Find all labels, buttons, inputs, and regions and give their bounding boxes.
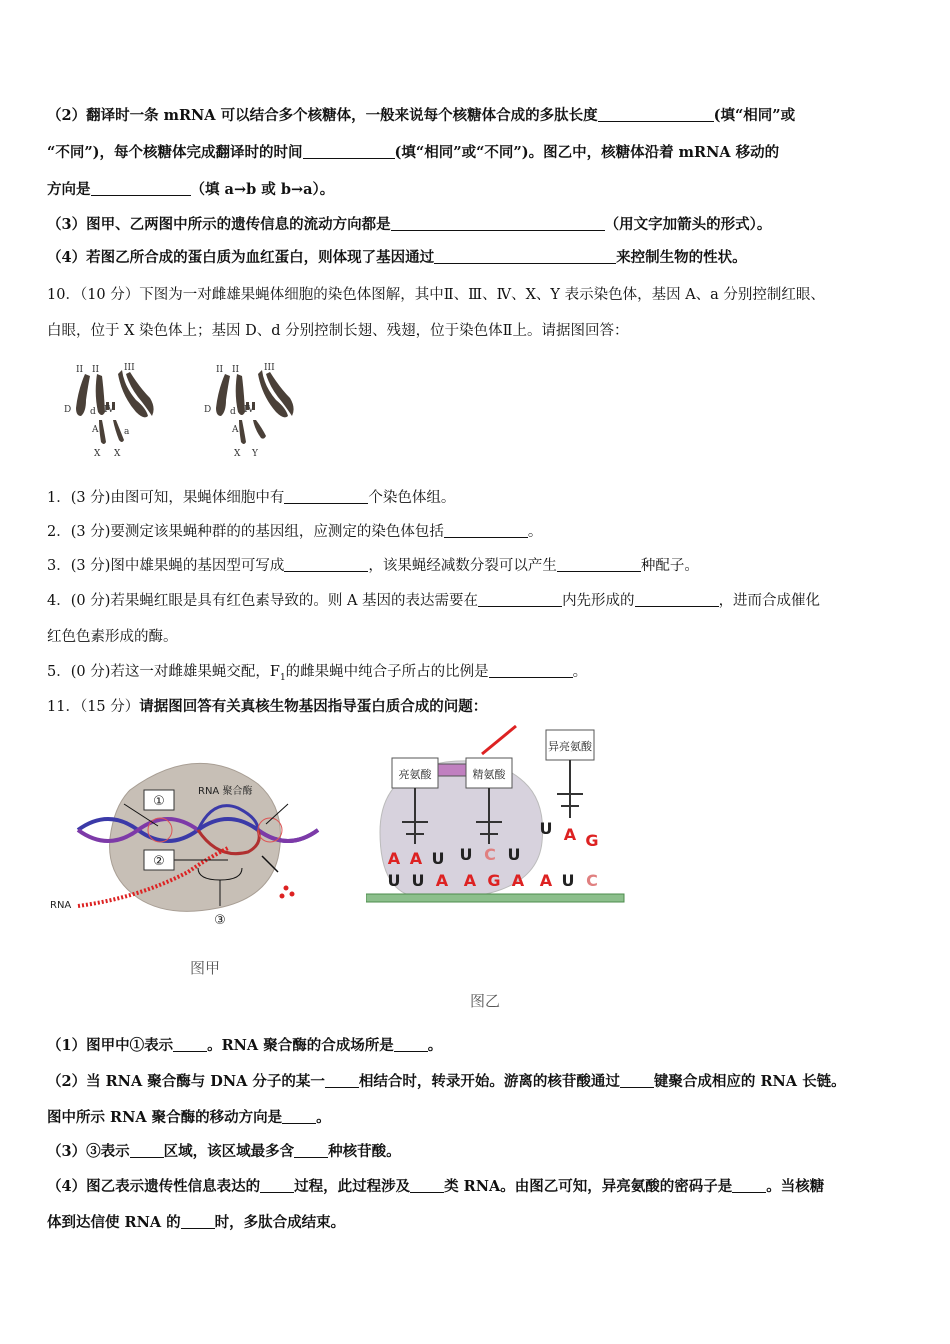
answer-blank[interactable] bbox=[303, 144, 395, 159]
chromosome-x-2 bbox=[113, 420, 124, 442]
answer-blank[interactable] bbox=[284, 557, 368, 572]
amino-acid-1-label: 亮氨酸 bbox=[398, 768, 432, 781]
q10-sub2: 2．(3 分)要测定该果蝇种群的的基因组，应测定的染色体包括 。 bbox=[47, 524, 543, 540]
chromosome-ii-1 bbox=[216, 374, 230, 416]
gene-d-label: D bbox=[64, 405, 72, 415]
answer-blank[interactable] bbox=[635, 592, 719, 607]
q10-sub1: 1．(3 分)由图可知，果蝇体细胞中有 个染色体组。 bbox=[47, 490, 456, 506]
arrow-icon bbox=[482, 726, 516, 754]
rna-label: RNA bbox=[50, 900, 72, 911]
q10-sub4-line1: 4．(0 分)若果蝇红眼是具有红色素导致的。则 A 基因的表达需要在 内先形成的 ，进而合成催化 bbox=[47, 593, 821, 609]
mrna-base-3: A bbox=[463, 871, 477, 890]
answer-blank[interactable] bbox=[391, 216, 605, 231]
marker-3: ③ bbox=[214, 913, 226, 928]
answer-blank[interactable] bbox=[620, 1073, 654, 1088]
q11-part4-line1: （4）图乙表示遗传性信息表达的 过程，此过程涉及 类 RNA。由图乙可知，异亮氨酸的密码子是 。当核糖 bbox=[47, 1178, 825, 1195]
mrna-strand bbox=[366, 894, 624, 902]
nucleotide-dot bbox=[280, 894, 285, 899]
mrna-base-5: A bbox=[511, 871, 525, 890]
q11-stem: 11．（15 分）请据图回答有关真核生物基因指导蛋白质合成的问题： bbox=[47, 698, 488, 715]
gene-d-label: d bbox=[230, 407, 236, 417]
nucleotide-dot bbox=[284, 886, 289, 891]
marker-2: ② bbox=[153, 854, 165, 869]
rna-polymerase-label: RNA 聚合酶 bbox=[198, 786, 253, 797]
answer-blank[interactable] bbox=[260, 1178, 294, 1193]
mrna-base-7: U bbox=[561, 871, 575, 890]
gene-a-label: A bbox=[232, 425, 239, 435]
gene-d-label: d bbox=[90, 407, 96, 417]
label-ii: II bbox=[92, 365, 100, 375]
answer-blank[interactable] bbox=[598, 107, 714, 122]
answer-blank[interactable] bbox=[284, 489, 368, 504]
anticodon-2-base-2: U bbox=[507, 845, 521, 864]
amino-acid-3-label: 异亮氨酸 bbox=[548, 740, 592, 753]
anticodon-2-base-1: C bbox=[484, 845, 496, 864]
q11-part2-line2: 图中所示 RNA 聚合酶的移动方向是 。 bbox=[47, 1109, 331, 1126]
answer-blank[interactable] bbox=[444, 523, 528, 538]
anticodon-1-base-2: U bbox=[431, 849, 445, 868]
answer-blank[interactable] bbox=[173, 1037, 207, 1052]
mrna-base-2: A bbox=[435, 871, 449, 890]
q9-part3: （3）图甲、乙两图中所示的遗传信息的流动方向都是 （用文字加箭头的形式）。 bbox=[47, 216, 772, 233]
q11-part4-line2: 体到达信使 RNA 的 时，多肽合成结束。 bbox=[47, 1214, 346, 1231]
anticodon-3-base-1: A bbox=[563, 825, 577, 844]
anticodon-1-base-1: A bbox=[409, 849, 423, 868]
q11-part3: （3）③表示 区域，该区域最多含 种核苷酸。 bbox=[47, 1143, 401, 1160]
answer-blank[interactable] bbox=[130, 1143, 164, 1158]
label-iv: IV bbox=[244, 405, 255, 415]
mrna-base-6: A bbox=[539, 871, 553, 890]
label-ii: II bbox=[232, 365, 240, 375]
figure-jia-transcription bbox=[48, 748, 338, 938]
anticodon-1-base-0: A bbox=[387, 849, 401, 868]
rna-polymerase-shape bbox=[110, 763, 281, 911]
answer-blank[interactable] bbox=[410, 1178, 444, 1193]
marker-1: ① bbox=[153, 794, 165, 809]
q9-part2-line1: （2）翻译时一条 mRNA 可以结合多个核糖体，一般来说每个核糖体合成的多肽长度 (填“相同”或 bbox=[47, 107, 796, 124]
figure-yi-translation bbox=[366, 722, 628, 922]
anticodon-3-base-0: U bbox=[539, 819, 553, 838]
female-karyotype bbox=[76, 370, 154, 444]
chromosome-y bbox=[253, 420, 266, 439]
label-iii: III bbox=[124, 363, 135, 373]
mrna-base-0: U bbox=[387, 871, 401, 890]
answer-blank[interactable] bbox=[325, 1073, 359, 1088]
figure-yi-caption: 图乙 bbox=[470, 992, 501, 1010]
q10-sub5: 5．(0 分)若这一对雌雄果蝇交配，$F_1$的雌果蝇中纯合子所占的比例是 。 bbox=[47, 664, 588, 683]
answer-blank[interactable] bbox=[489, 663, 573, 678]
mrna-base-8: C bbox=[586, 871, 598, 890]
q11-part1: （1）图甲中①表示 。RNA 聚合酶的合成场所是 。 bbox=[47, 1037, 443, 1054]
answer-blank[interactable] bbox=[434, 249, 616, 264]
q9-part2-line3: 方向是 （填 a→b 或 b→a）。 bbox=[47, 181, 335, 198]
chromosome-x-1 bbox=[99, 420, 106, 444]
answer-blank[interactable] bbox=[394, 1037, 428, 1052]
q10-sub4-line2: 红色色素形成的酶。 bbox=[47, 629, 178, 645]
q11-part2-line1: （2）当 RNA 聚合酶与 DNA 分子的某一 相结合时，转录开始。游离的核苷酸通过 键聚合成相应的 RNA 长链。 bbox=[47, 1073, 846, 1090]
answer-blank[interactable] bbox=[282, 1109, 316, 1124]
male-karyotype bbox=[216, 370, 294, 444]
label-x: X bbox=[94, 449, 101, 459]
chromosome-ii-1 bbox=[76, 374, 90, 416]
label-iii: III bbox=[264, 363, 275, 373]
gene-a-label: a bbox=[124, 427, 130, 437]
mrna-codon-letters bbox=[388, 871, 598, 890]
gene-d-label: D bbox=[204, 405, 212, 415]
q10-stem-line1: 10．（10 分）下图为一对雌雄果蝇体细胞的染色体图解，其中Ⅱ、Ⅲ、Ⅳ、X、Y 表示染色体，基因 A、a 分别控制红眼、 bbox=[47, 287, 825, 303]
answer-blank[interactable] bbox=[181, 1214, 215, 1229]
label-x: X bbox=[114, 449, 121, 459]
answer-blank[interactable] bbox=[478, 592, 562, 607]
chromosome-x bbox=[239, 420, 246, 444]
mrna-base-4: G bbox=[487, 871, 501, 890]
anticodon-2-base-0: U bbox=[459, 845, 473, 864]
label-ii: II bbox=[76, 365, 84, 375]
q10-sub3: 3．(3 分)图中雄果蝇的基因型可写成 ，该果蝇经减数分裂可以产生 种配子。 bbox=[47, 558, 699, 574]
fruitfly-karyotype-figure bbox=[50, 360, 310, 460]
label-ii: II bbox=[216, 365, 224, 375]
amino-acid-2-label: 精氨酸 bbox=[472, 768, 506, 781]
peptide-bond bbox=[438, 764, 466, 776]
label-x: X bbox=[234, 449, 241, 459]
label-iv: IV bbox=[104, 405, 115, 415]
anticodon-3-base-2: G bbox=[585, 831, 599, 850]
answer-blank[interactable] bbox=[294, 1143, 328, 1158]
gene-a-label: A bbox=[92, 425, 99, 435]
label-y: Y bbox=[252, 449, 258, 459]
answer-blank[interactable] bbox=[557, 557, 641, 572]
nucleotide-dot bbox=[290, 892, 295, 897]
mrna-base-1: U bbox=[411, 871, 425, 890]
q10-stem-line2: 白眼，位于 X 染色体上；基因 D、d 分别控制长翅、残翅，位于染色体Ⅱ上。请据图回答： bbox=[47, 323, 629, 339]
trna-3 bbox=[557, 760, 583, 818]
answer-blank[interactable] bbox=[732, 1178, 766, 1193]
answer-blank[interactable] bbox=[91, 181, 191, 196]
q9-part2-line2: “不同”)，每个核糖体完成翻译时的时间 (填“相同”或“不同”)。图乙中，核糖体沿着 mRNA 移动的 bbox=[47, 144, 780, 161]
q9-part4: （4）若图乙所合成的蛋白质为血红蛋白，则体现了基因通过 来控制生物的性状。 bbox=[47, 249, 747, 266]
figure-jia-caption: 图甲 bbox=[190, 959, 221, 977]
